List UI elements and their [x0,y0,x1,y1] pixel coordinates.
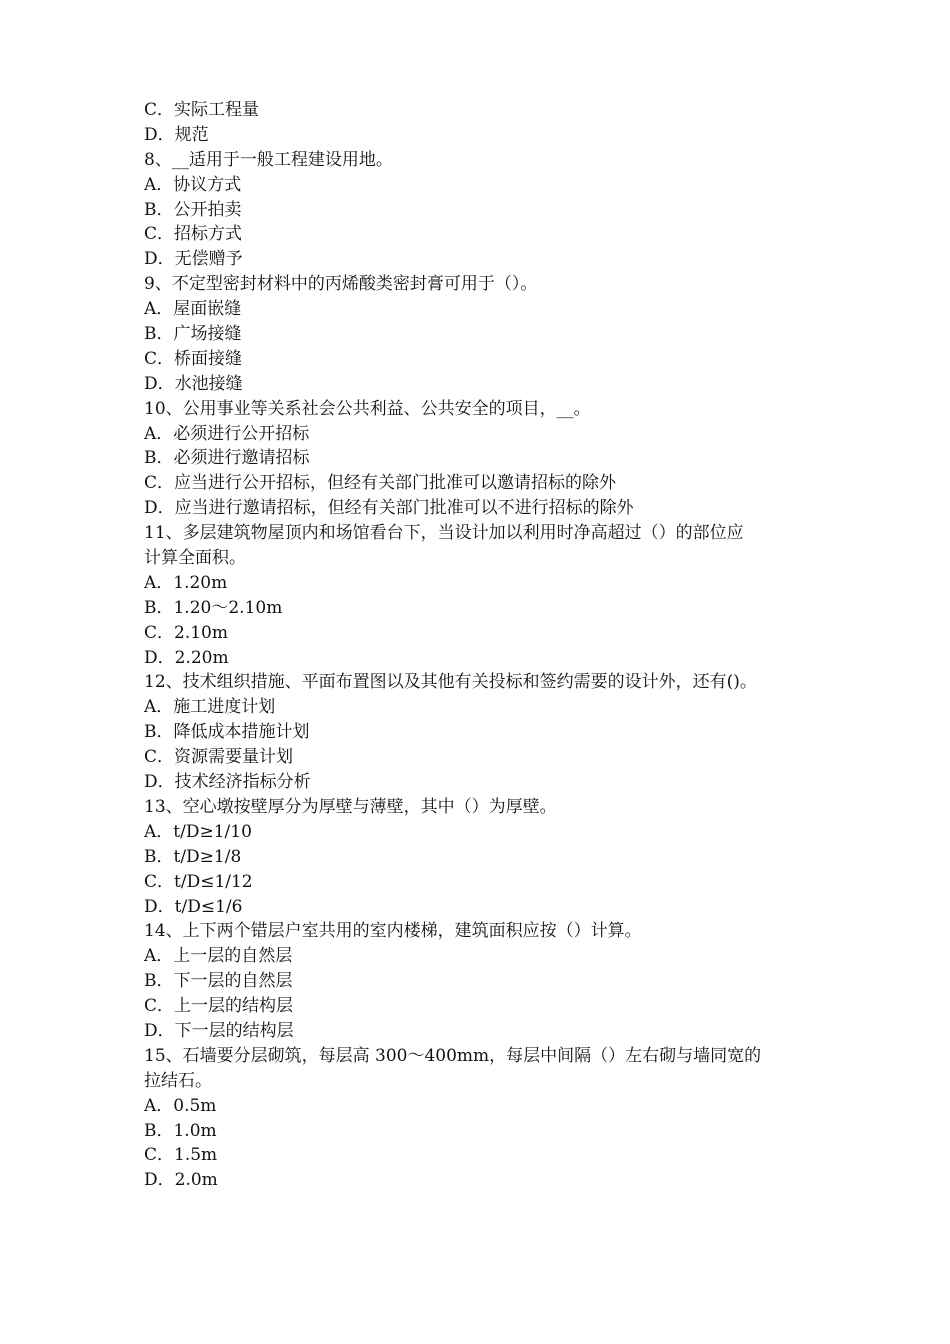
text-line: C．上一层的结构层 [144,996,294,1017]
text-line: D．规范 [144,124,209,145]
text-line: A．1.20m [144,572,228,593]
text-line: B．t/D≥1/8 [144,846,242,867]
text-line: 15、石墙要分层砌筑，每层高 300～400mm，每层中间隔（）左右砌与墙同宽的 [144,1045,762,1066]
text-line: C．实际工程量 [144,100,260,120]
document-body [144,98,824,1193]
text-line: D．下一层的结构层 [144,1020,294,1041]
text-line: A．必须进行公开招标 [144,423,310,444]
text-line: 计算全面积。 [144,548,246,569]
text-line: A．屋面嵌缝 [144,299,242,320]
text-line: A．0.5m [144,1095,217,1116]
text-line: A．施工进度计划 [144,697,276,718]
text-line: 14、上下两个错层户室共用的室内楼梯，建筑面积应按（）计算。 [144,921,642,942]
text-line: 拉结石。 [144,1070,212,1091]
text-line: C．t/D≤1/12 [144,871,253,892]
text-line: A．协议方式 [144,174,242,195]
text-line: D．2.20m [144,647,229,668]
text-line: C．招标方式 [144,224,243,245]
text-line: B．广场接缝 [144,324,242,345]
text-line: 9、不定型密封材料中的丙烯酸类密封膏可用于（）。 [144,274,538,295]
text-line: A．上一层的自然层 [144,946,293,967]
text-line: 13、空心墩按壁厚分为厚壁与薄壁，其中（）为厚壁。 [144,796,557,817]
text-line: D．2.0m [144,1170,218,1191]
text-line: B．公开拍卖 [144,199,242,220]
text-line: 10、公用事业等关系社会公共利益、公共安全的项目，__。 [144,398,591,419]
text-line: B．必须进行邀请招标 [144,448,310,469]
text-line: C．桥面接缝 [144,348,243,369]
text-line: D．技术经济指标分析 [144,772,311,793]
text-line: 8、__适用于一般工程建设用地。 [144,149,393,170]
text-line: A．t/D≥1/10 [144,821,252,842]
text-line: D．应当进行邀请招标，但经有关部门批准可以不进行招标的除外 [144,498,634,519]
text-line: C．应当进行公开招标，但经有关部门批准可以邀请招标的除外 [144,473,617,494]
text-line: 12、技术组织措施、平面布置图以及其他有关投标和签约需要的设计外，还有()。 [144,672,757,693]
text-line: B．1.20～2.10m [144,597,283,618]
text-line: B．下一层的自然层 [144,971,293,992]
text-line: C．1.5m [144,1145,218,1166]
text-line: D．无偿赠予 [144,249,243,270]
text-line: B．降低成本措施计划 [144,722,310,743]
text-line: D．水池接缝 [144,373,243,394]
text-line: C．2.10m [144,622,228,643]
text-line: D．t/D≤1/6 [144,896,243,917]
text-line: 11、多层建筑物屋顶内和场馆看台下，当设计加以利用时净高超过（）的部位应 [144,523,744,544]
text-line: B．1.0m [144,1120,217,1141]
text-line: C．资源需要量计划 [144,747,294,768]
